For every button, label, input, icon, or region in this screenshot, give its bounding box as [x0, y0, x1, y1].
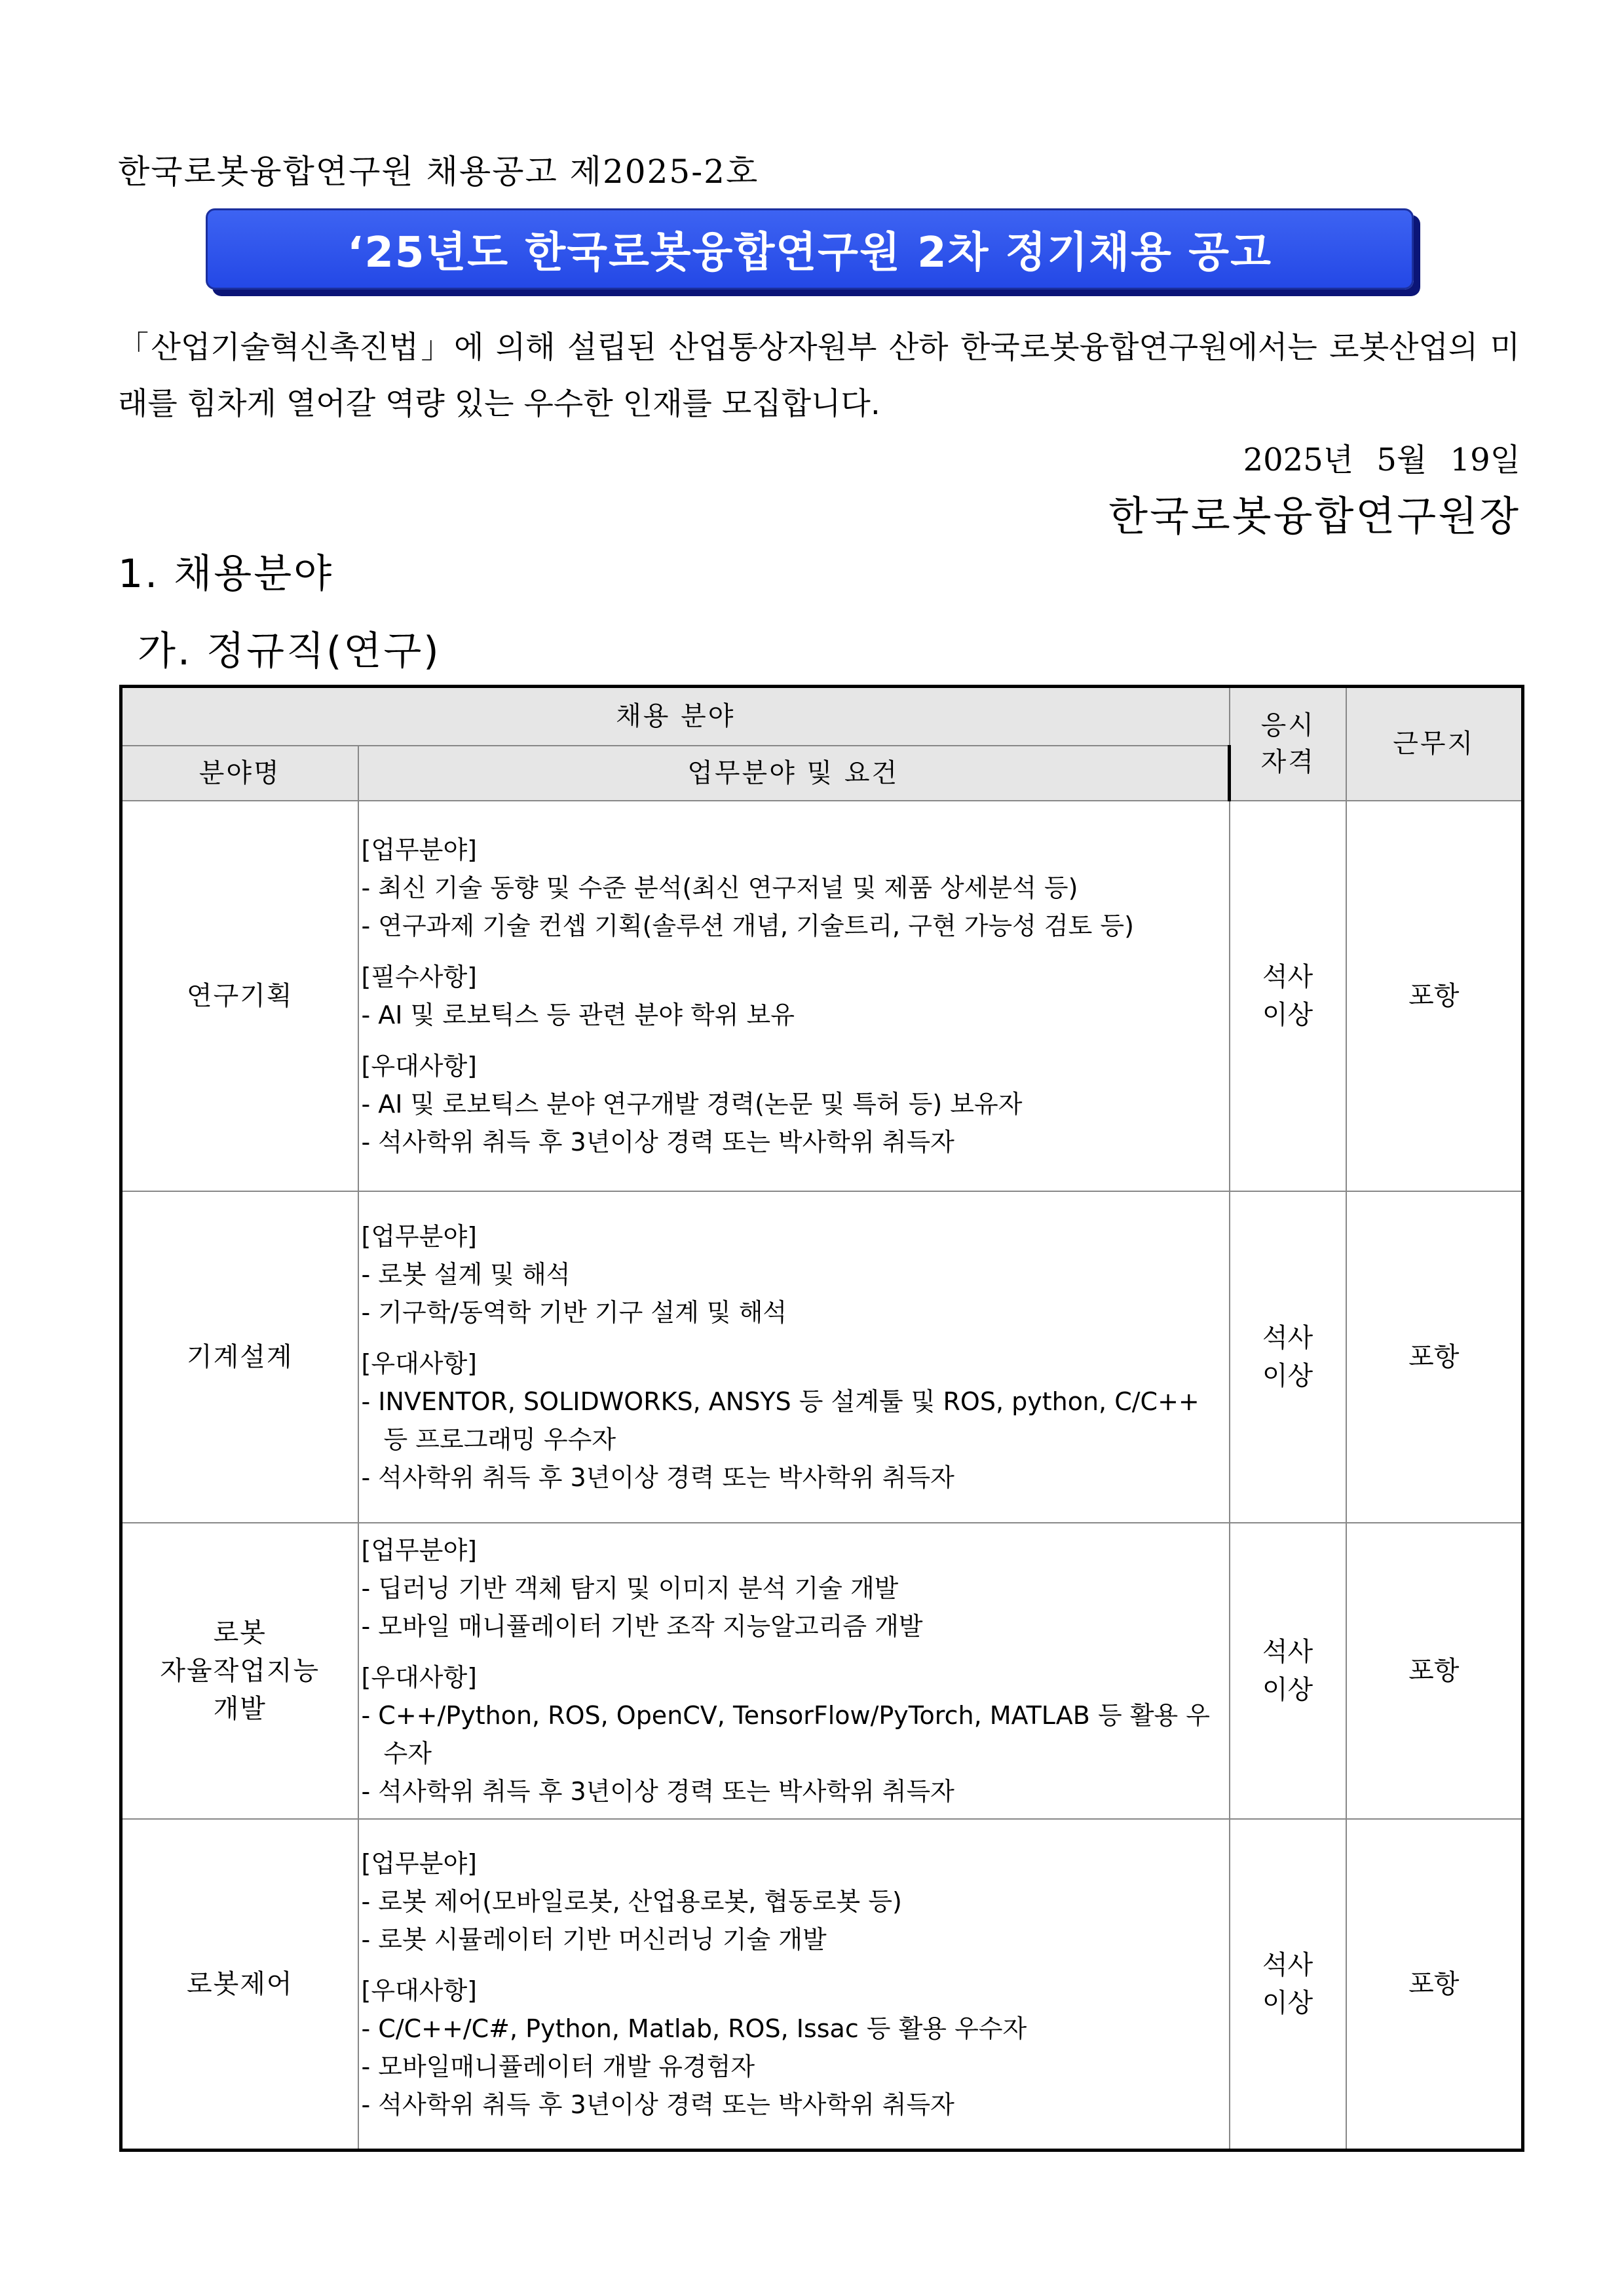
header-field: 분야명 — [121, 746, 358, 801]
requirement-item: - 최신 기술 동향 및 수준 분석(최신 연구저널 및 제품 상세분석 등) — [361, 873, 1078, 902]
requirement-group — [362, 831, 1224, 945]
table-row — [121, 1523, 1523, 1819]
field-name: 로봇 자율작업지능 개발 — [121, 1523, 358, 1819]
work-location: 포항 — [1346, 1819, 1523, 2151]
requirement-group — [362, 1217, 1224, 1331]
requirement-item: - 로봇 시뮬레이터 기반 머신러닝 기술 개발 — [361, 1924, 827, 1954]
group-title: [우대사항] — [361, 1349, 477, 1378]
requirement-group — [362, 958, 1224, 1034]
header-qualification: 응시 자격 — [1230, 687, 1346, 801]
group-title: [우대사항] — [361, 1051, 477, 1081]
header-duties: 업무분야 및 요건 — [358, 746, 1230, 801]
requirement-group — [362, 1845, 1224, 1959]
header-location: 근무지 — [1346, 687, 1523, 801]
requirement-group — [362, 1972, 1224, 2124]
table-row — [121, 1819, 1523, 2151]
requirement-item: - 석사학위 취득 후 3년이상 경력 또는 박사학위 취득자 — [361, 2090, 954, 2119]
requirement-item: - AI 및 로보틱스 분야 연구개발 경력(논문 및 특허 등) 보유자 — [361, 1089, 1023, 1119]
requirement-group — [362, 1047, 1224, 1161]
requirement-item: - 모바일매니퓰레이터 개발 유경험자 — [361, 2052, 755, 2081]
group-title: [업무분야] — [361, 835, 477, 864]
group-title: [우대사항] — [361, 1976, 477, 2005]
requirement-item: - 로봇 제어(모바일로봇, 산업용로봇, 협동로봇 등) — [361, 1886, 902, 1916]
requirement-item: - AI 및 로보틱스 등 관련 분야 학위 보유 — [361, 1000, 795, 1029]
requirement-group — [362, 1531, 1224, 1645]
field-name: 로봇제어 — [121, 1819, 358, 2151]
group-title: [업무분야] — [361, 1848, 477, 1878]
requirement-item: - 기구학/동역학 기반 기구 설계 및 해석 — [361, 1297, 787, 1327]
requirement-item: - INVENTOR, SOLIDWORKS, ANSYS 등 설계툴 및 ROS, python, C/C++ 등 프로그래밍 우수자 — [361, 1387, 1199, 1454]
job-table — [119, 685, 1524, 2152]
requirement-item: - 석사학위 취득 후 3년이상 경력 또는 박사학위 취득자 — [361, 1463, 954, 1492]
field-details — [358, 1191, 1230, 1523]
requirement-group — [362, 1345, 1224, 1497]
requirement-item: - 석사학위 취득 후 3년이상 경력 또는 박사학위 취득자 — [361, 1776, 954, 1806]
requirement-item: - 모바일 매니퓰레이터 기반 조작 지능알고리즘 개발 — [361, 1611, 923, 1641]
group-title: [우대사항] — [361, 1662, 477, 1692]
field-details — [358, 801, 1230, 1191]
notice-date: 2025년 5월 19일 — [1243, 442, 1520, 478]
subsection-heading: 가. 정규직(연구) — [138, 628, 441, 674]
title-banner — [206, 208, 1414, 290]
field-details — [358, 1819, 1230, 2151]
intro-paragraph: 「산업기술혁신촉진법」에 의해 설립된 산업통상자원부 산하 한국로봇융합연구원에서는 로봇산업의 미래를 힘차게 열어갈 역량 있는 우수한 인재를 모집합니다. — [118, 330, 1520, 422]
requirement-item: - C++/Python, ROS, OpenCV, TensorFlow/PyTorch, MATLAB 등 활용 우수자 — [361, 1700, 1210, 1768]
qualification: 석사 이상 — [1230, 1523, 1346, 1819]
field-name: 연구기획 — [121, 801, 358, 1191]
requirement-item: - 로봇 설계 및 해석 — [361, 1259, 571, 1289]
table-row — [121, 1191, 1523, 1523]
group-title: [업무분야] — [361, 1221, 477, 1251]
requirement-item: - 석사학위 취득 후 3년이상 경력 또는 박사학위 취득자 — [361, 1127, 954, 1157]
requirement-item: - C/C++/C#, Python, Matlab, ROS, Issac 등 활용 우수자 — [361, 2014, 1027, 2043]
group-title: [필수사항] — [361, 962, 477, 991]
page-title: ‘25년도 한국로봇융합연구원 2차 정기채용 공고 — [347, 229, 1272, 277]
qualification: 석사 이상 — [1230, 801, 1346, 1191]
signer: 한국로봇융합연구원장 — [1108, 492, 1520, 540]
table-row — [121, 801, 1523, 1191]
requirement-item: - 연구과제 기술 컨셉 기획(솔루션 개념, 기술트리, 구현 가능성 검토 등) — [361, 911, 1134, 940]
field-name: 기계설계 — [121, 1191, 358, 1523]
header-main: 채용 분야 — [121, 687, 1230, 746]
requirement-item: - 딥러닝 기반 객체 탐지 및 이미지 분석 기술 개발 — [361, 1573, 899, 1603]
group-title: [업무분야] — [361, 1535, 477, 1565]
work-location: 포항 — [1346, 801, 1523, 1191]
qualification: 석사 이상 — [1230, 1819, 1346, 2151]
work-location: 포항 — [1346, 1523, 1523, 1819]
notice-number: 한국로봇융합연구원 채용공고 제2025-2호 — [118, 153, 759, 191]
qualification: 석사 이상 — [1230, 1191, 1346, 1523]
section-heading: 1. 채용분야 — [118, 551, 334, 597]
requirement-group — [362, 1658, 1224, 1810]
work-location: 포항 — [1346, 1191, 1523, 1523]
field-details — [358, 1523, 1230, 1819]
